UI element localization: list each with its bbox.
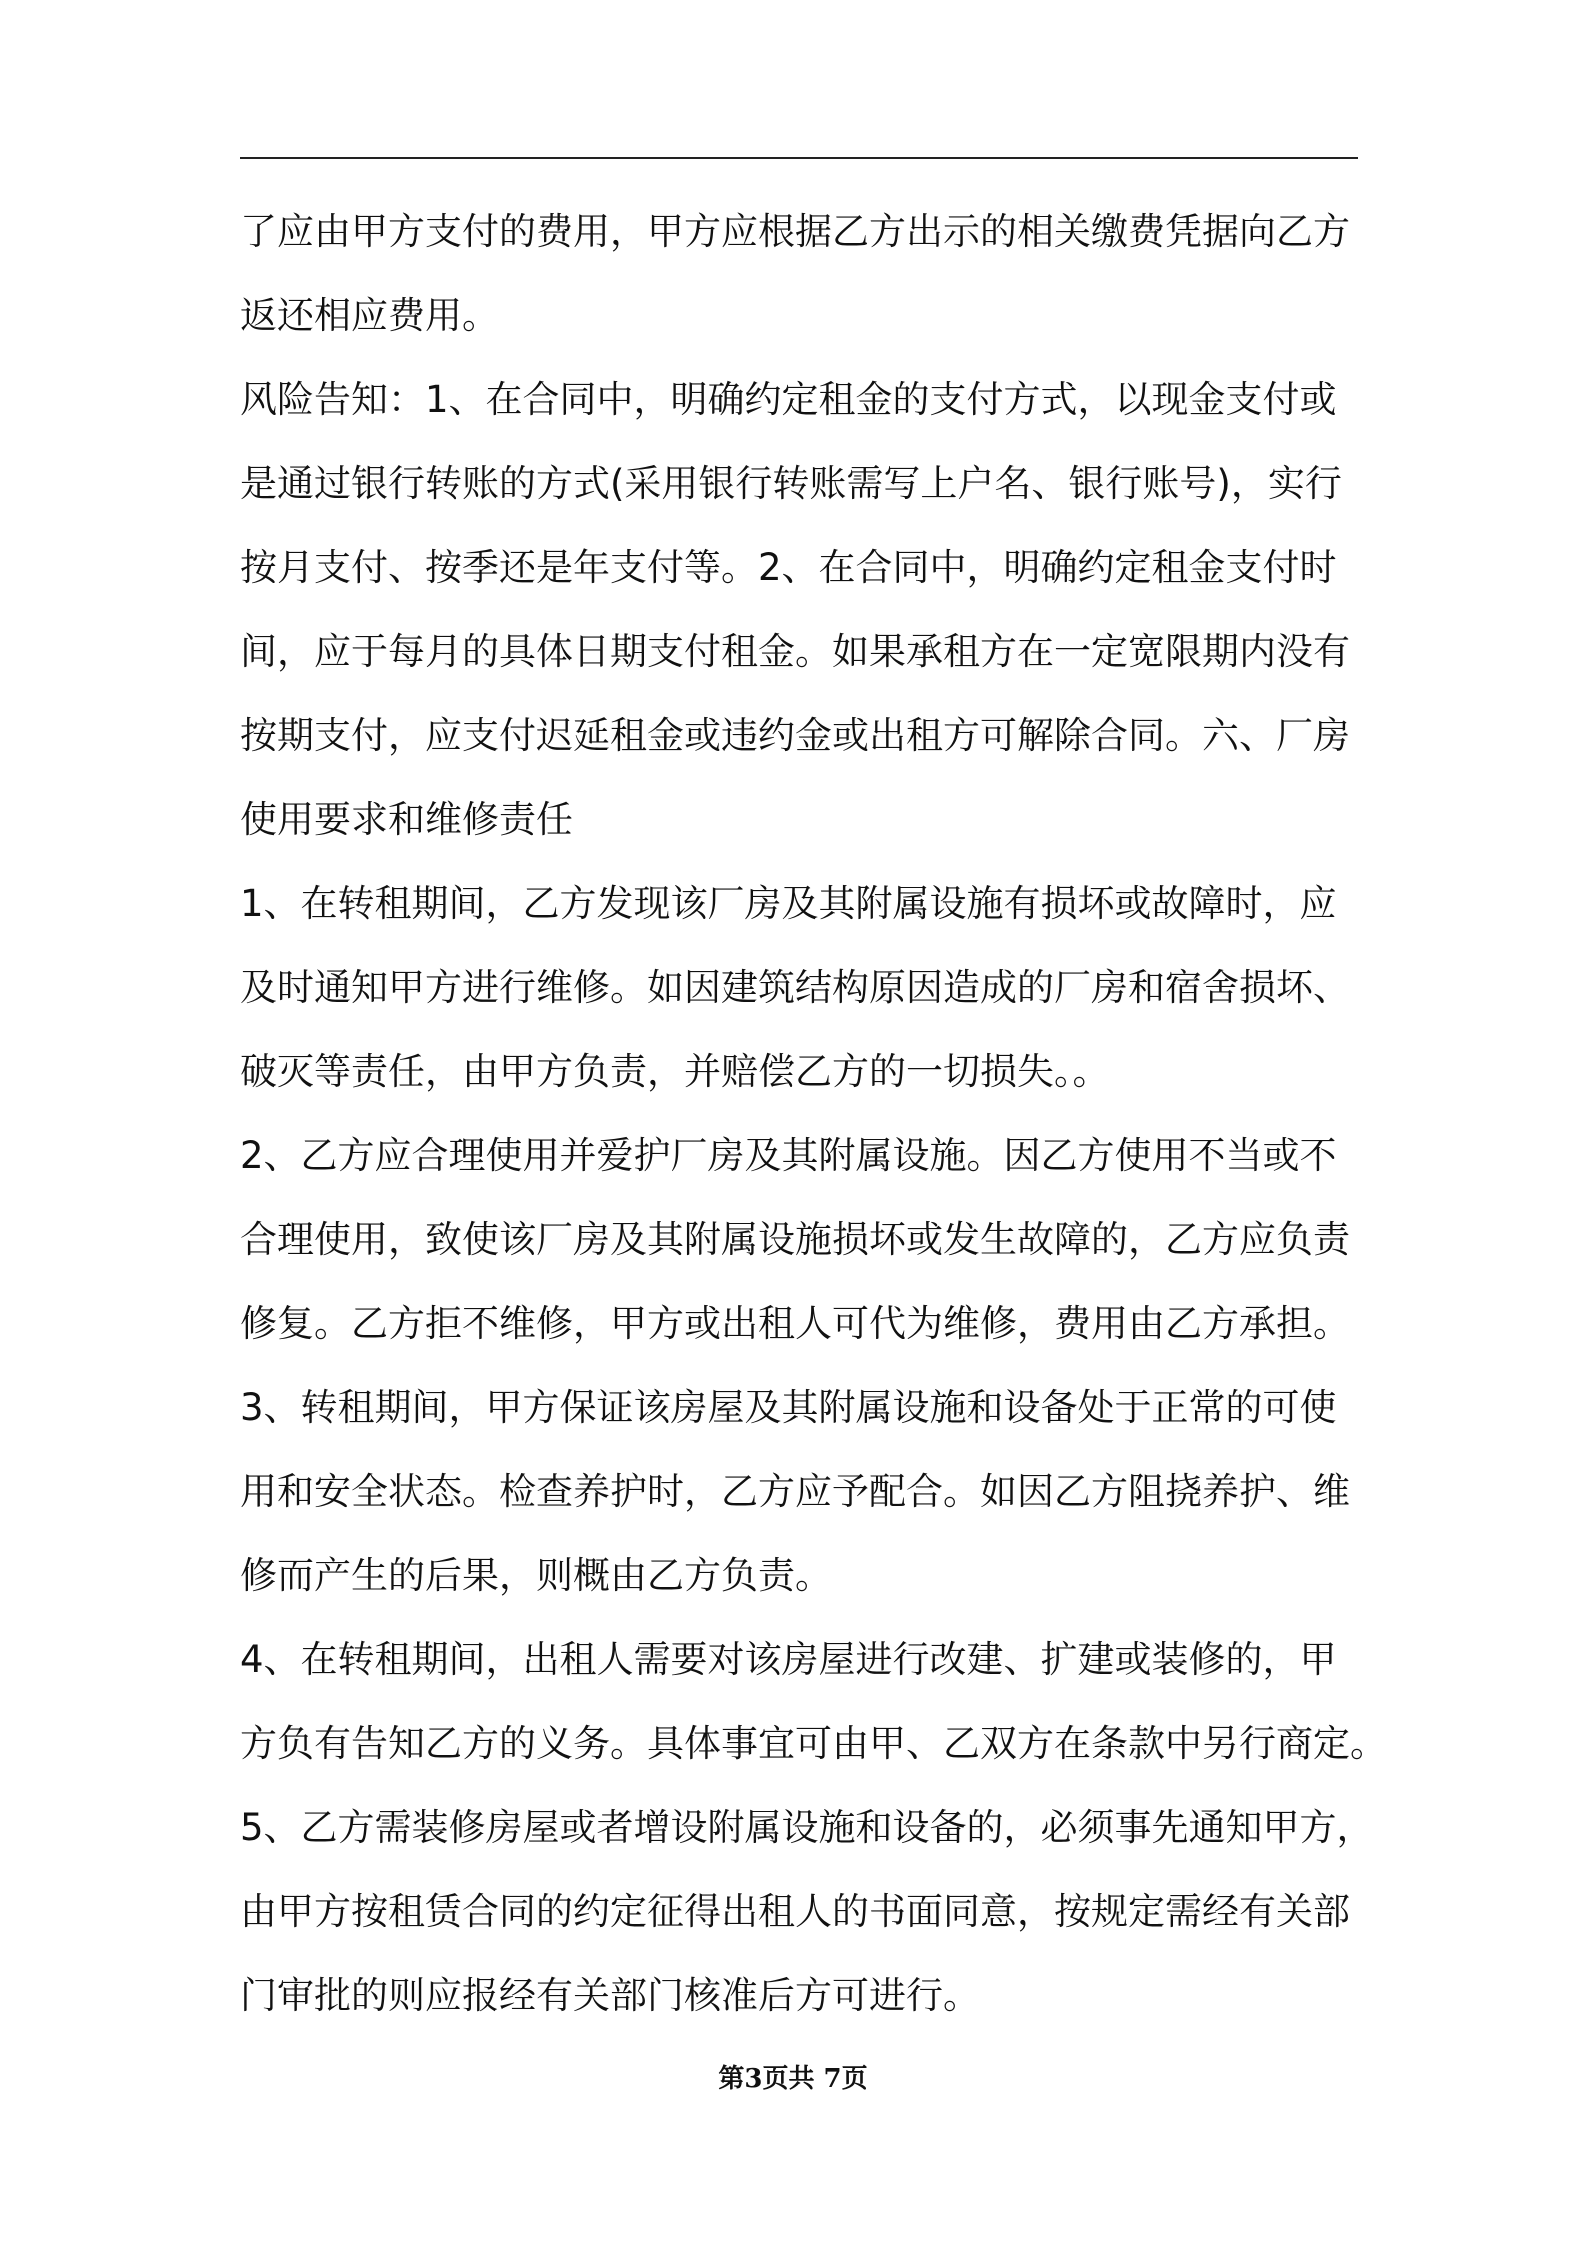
text-line: 4、在转租期间，出租人需要对该房屋进行改建、扩建或装修的，甲 [240, 1638, 1337, 1681]
text-line: 及时通知甲方进行维修。如因建筑结构原因造成的厂房和宿舍损坏、 [240, 966, 1350, 1009]
text-line: 3、转租期间，甲方保证该房屋及其附属设施和设备处于正常的可使 [240, 1386, 1337, 1429]
text-line: 1、在转租期间，乙方发现该厂房及其附属设施有损坏或故障时，应 [240, 882, 1337, 925]
text-line: 修复。乙方拒不维修，甲方或出租人可代为维修，费用由乙方承担。 [240, 1302, 1350, 1345]
text-line: 修而产生的后果，则概由乙方负责。 [240, 1554, 832, 1597]
text-line: 5、乙方需装修房屋或者增设附属设施和设备的，必须事先通知甲方， [240, 1806, 1374, 1849]
text-line: 是通过银行转账的方式(采用银行转账需写上户名、银行账号)，实行 [240, 462, 1342, 505]
text-line: 方负有告知乙方的义务。具体事宜可由甲、乙双方在条款中另行商定。 [240, 1722, 1387, 1765]
text-line: 用和安全状态。检查养护时，乙方应予配合。如因乙方阻挠养护、维 [240, 1470, 1350, 1513]
text-line: 间，应于每月的具体日期支付租金。如果承租方在一定宽限期内没有 [240, 630, 1350, 673]
text-line: 风险告知：1、在合同中，明确约定租金的支付方式，以现金支付或 [240, 378, 1337, 421]
text-line: 合理使用，致使该厂房及其附属设施损坏或发生故障的，乙方应负责 [240, 1218, 1350, 1261]
header-divider [240, 157, 1358, 159]
document-body [240, 190, 1387, 2038]
page-number: 第3页共 7页 [718, 2064, 868, 2094]
text-line: 了应由甲方支付的费用，甲方应根据乙方出示的相关缴费凭据向乙方 [240, 210, 1350, 253]
text-line: 由甲方按租赁合同的约定征得出租人的书面同意，按规定需经有关部 [240, 1890, 1350, 1933]
text-line: 返还相应费用。 [240, 294, 499, 337]
text-line: 门审批的则应报经有关部门核准后方可进行。 [240, 1974, 980, 2017]
text-line: 破灭等责任，由甲方负责，并赔偿乙方的一切损失。。 [240, 1050, 1110, 1093]
text-line: 按期支付，应支付迟延租金或违约金或出租方可解除合同。六、厂房 [240, 714, 1350, 757]
text-line: 使用要求和维修责任 [240, 798, 573, 841]
text-line: 2、乙方应合理使用并爱护厂房及其附属设施。因乙方使用不当或不 [240, 1134, 1337, 1177]
text-line: 按月支付、按季还是年支付等。2、在合同中，明确约定租金支付时 [240, 546, 1337, 589]
